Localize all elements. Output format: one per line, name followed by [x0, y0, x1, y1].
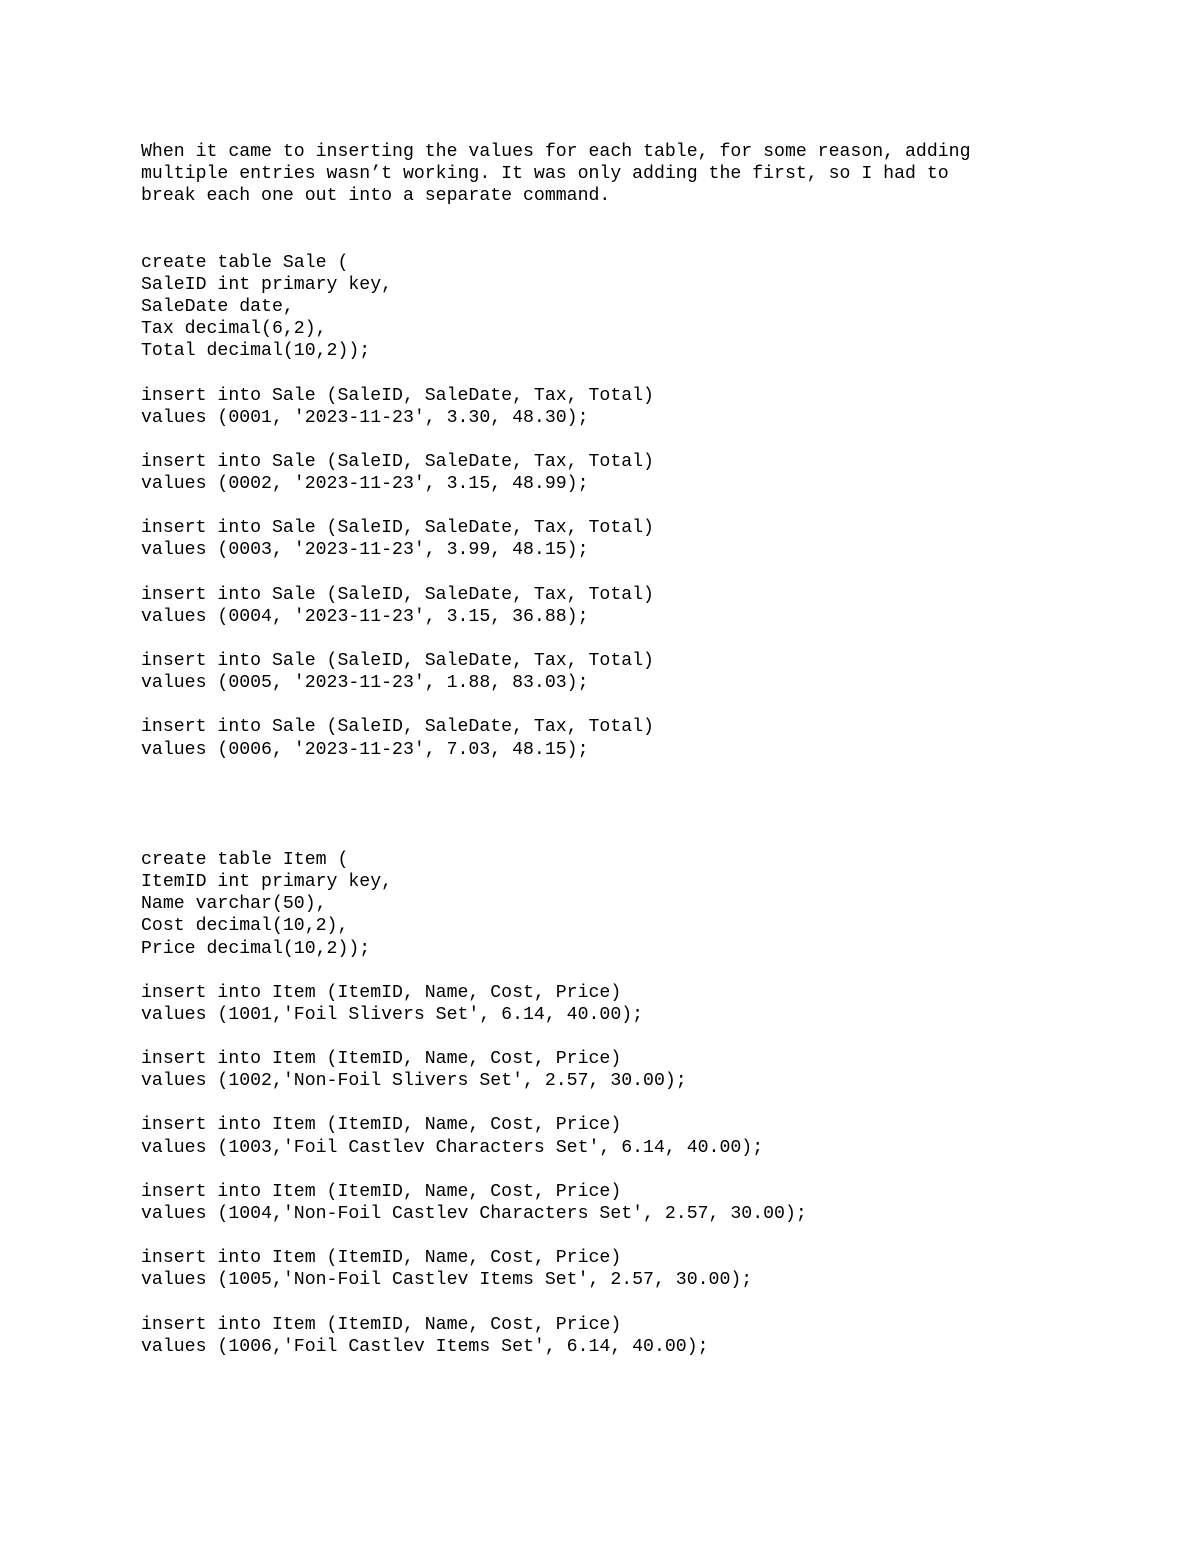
insert-item-statement	[141, 1048, 1141, 1092]
insert-sale-statement	[141, 650, 1141, 694]
code-line: Tax decimal(6,2),	[141, 319, 327, 340]
code-line: insert into Item (ItemID, Name, Cost, Price)	[141, 982, 622, 1003]
code-line: SaleDate date,	[141, 296, 294, 317]
code-line: values (1004,'Non-Foil Castlev Characters Set', 2.57, 30.00);	[141, 1204, 807, 1224]
code-line: values (0001, '2023-11-23', 3.30, 48.30);	[141, 407, 589, 428]
code-line: Name varchar(50),	[141, 894, 327, 915]
intro-paragraph	[141, 141, 1141, 208]
insert-sale-statement	[141, 385, 1141, 429]
insert-item-statement	[141, 1247, 1141, 1291]
create-table-sale-statement	[141, 252, 1141, 363]
code-line: values (0006, '2023-11-23', 7.03, 48.15);	[141, 739, 589, 760]
code-line: values (0002, '2023-11-23', 3.15, 48.99);	[141, 474, 589, 495]
insert-sale-statement	[141, 716, 1141, 760]
code-line: SaleID int primary key,	[141, 274, 393, 295]
code-line: Cost decimal(10,2),	[141, 916, 349, 937]
create-table-item-statement	[141, 849, 1141, 960]
item-sql-block	[141, 849, 1141, 1358]
code-line: insert into Sale (SaleID, SaleDate, Tax, Total)	[141, 451, 654, 472]
code-line: insert into Item (ItemID, Name, Cost, Price)	[141, 1049, 622, 1070]
insert-sale-statement	[141, 451, 1141, 495]
document-page	[141, 141, 1141, 1358]
code-line: Total decimal(10,2));	[141, 341, 371, 362]
code-line: values (1005,'Non-Foil Castlev Items Set', 2.57, 30.00);	[141, 1270, 753, 1291]
code-line: insert into Sale (SaleID, SaleDate, Tax, Total)	[141, 651, 654, 671]
code-line: Price decimal(10,2));	[141, 938, 371, 959]
insert-sale-statement	[141, 584, 1141, 628]
code-line: values (1002,'Non-Foil Slivers Set', 2.57, 30.00);	[141, 1071, 687, 1092]
code-line: ItemID int primary key,	[141, 871, 393, 892]
intro-line: When it came to inserting the values for each table, for some reason, adding	[141, 142, 971, 162]
code-line: insert into Item (ItemID, Name, Cost, Price)	[141, 1314, 622, 1335]
code-line: insert into Item (ItemID, Name, Cost, Price)	[141, 1115, 622, 1136]
intro-line: multiple entries wasn’t working. It was only adding the first, so I had to	[141, 164, 949, 185]
code-line: values (0003, '2023-11-23', 3.99, 48.15);	[141, 540, 589, 561]
code-line: values (0004, '2023-11-23', 3.15, 36.88);	[141, 606, 589, 627]
insert-item-statement	[141, 1181, 1141, 1225]
code-line: insert into Item (ItemID, Name, Cost, Price)	[141, 1248, 622, 1269]
code-line: insert into Sale (SaleID, SaleDate, Tax, Total)	[141, 717, 654, 738]
code-line: values (1001,'Foil Slivers Set', 6.14, 40.00);	[141, 1004, 644, 1025]
intro-line: break each one out into a separate command.	[141, 186, 611, 207]
code-line: insert into Sale (SaleID, SaleDate, Tax, Total)	[141, 385, 654, 406]
insert-sale-statement	[141, 517, 1141, 561]
code-line: values (0005, '2023-11-23', 1.88, 83.03);	[141, 673, 589, 694]
insert-item-statement	[141, 1114, 1141, 1158]
code-line: values (1003,'Foil Castlev Characters Set', 6.14, 40.00);	[141, 1137, 764, 1158]
code-line: insert into Sale (SaleID, SaleDate, Tax, Total)	[141, 518, 654, 539]
code-line: create table Sale (	[141, 252, 349, 273]
code-line: insert into Sale (SaleID, SaleDate, Tax, Total)	[141, 584, 654, 605]
insert-item-statement	[141, 1314, 1141, 1358]
code-line: values (1006,'Foil Castlev Items Set', 6.14, 40.00);	[141, 1336, 709, 1357]
sale-sql-block	[141, 252, 1141, 761]
code-line: create table Item (	[141, 849, 349, 870]
code-line: insert into Item (ItemID, Name, Cost, Price)	[141, 1181, 622, 1202]
insert-item-statement	[141, 982, 1141, 1026]
